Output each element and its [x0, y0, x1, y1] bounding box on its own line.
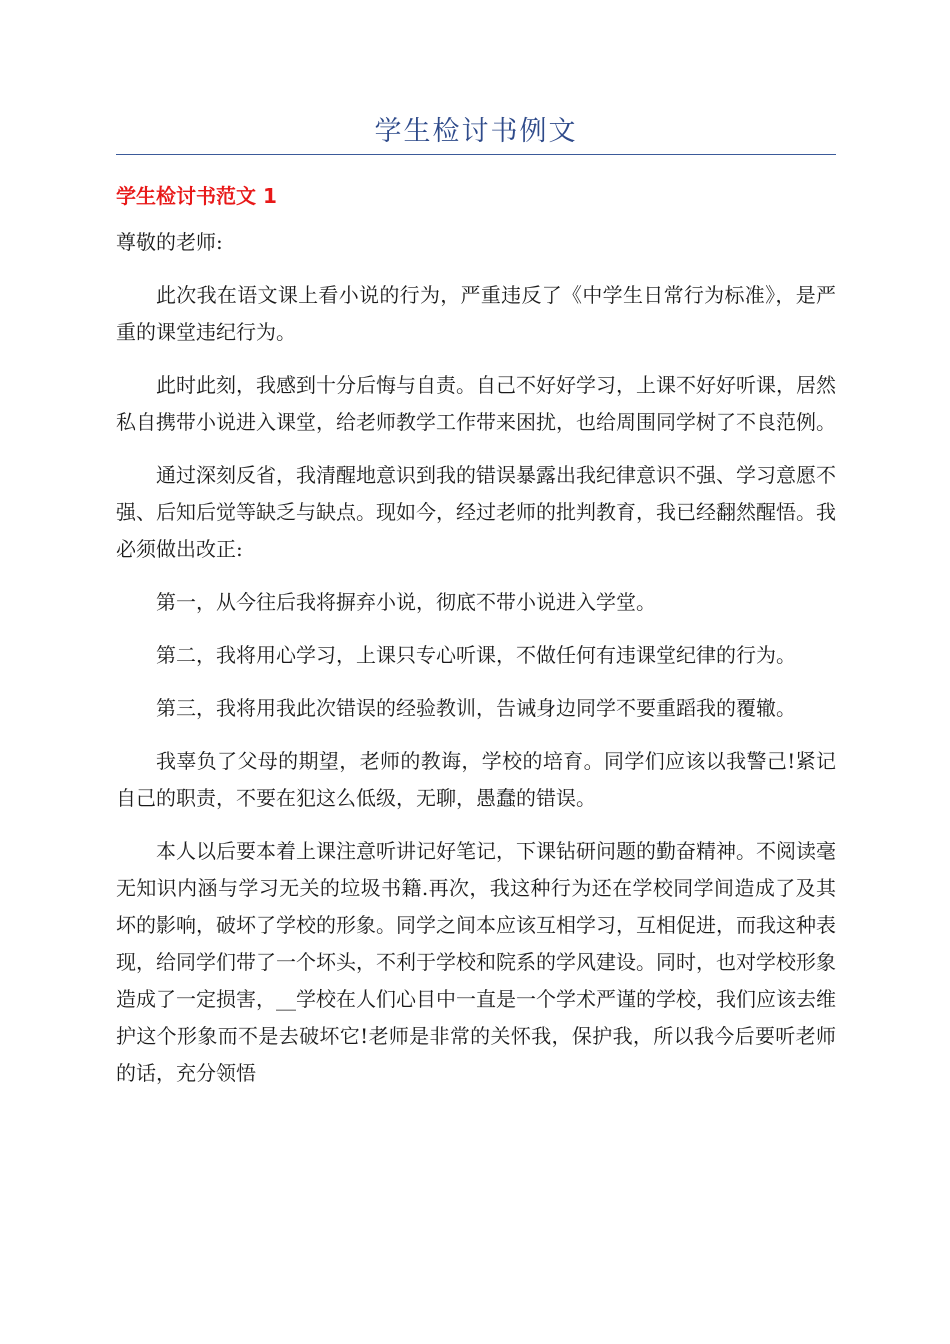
paragraph: 第一，从今往后我将摒弃小说，彻底不带小说进入学堂。 [156, 590, 656, 614]
paragraph: 本人以后要本着上课注意听讲记好笔记，下课钻研问题的勤奋精神。不阅读毫无知识内涵与学习无关的垃圾书籍.再次，我这种行为还在学校同学间造成了及其坏的影响，破坏了学校的形象。同学之间本应该互相学习，互相促进，而我这种表现，给同学们带了一个坏头，不利于学校和院系的学风建设。同时，也对学校形象造成了一定损害，__学校在人们心目中一直是一个学术严谨的学校，我们应该去维护这个形象而不是去破坏它!老师是非常的关怀我，保护我，所以我今后要听老师的话，充分领悟 [116, 839, 836, 1085]
paragraph: 第三，我将用我此次错误的经验教训，告诫身边同学不要重蹈我的覆辙。 [156, 696, 796, 720]
section-heading: 学生检讨书范文 1 [116, 184, 277, 208]
paragraph: 此次我在语文课上看小说的行为，严重违反了《中学生日常行为标准》，是严重的课堂违纪行为。 [116, 283, 836, 344]
paragraph: 我辜负了父母的期望，老师的教诲，学校的培育。同学们应该以我警己!紧记自己的职责，不要在犯这么低级，无聊，愚蠢的错误。 [116, 749, 836, 810]
document-title: 学生检讨书例文 [374, 116, 578, 147]
body-text [116, 224, 836, 1108]
salutation: 尊敬的老师: [116, 230, 223, 254]
title-divider [116, 154, 836, 155]
paragraph: 此时此刻，我感到十分后悔与自责。自己不好好学习，上课不好好听课，居然私自携带小说进入课堂，给老师教学工作带来困扰，也给周围同学树了不良范例。 [116, 373, 836, 434]
paragraph: 第二，我将用心学习，上课只专心听课，不做任何有违课堂纪律的行为。 [156, 643, 796, 667]
paragraph: 通过深刻反省，我清醒地意识到我的错误暴露出我纪律意识不强、学习意愿不强、后知后觉等缺乏与缺点。现如今，经过老师的批判教育，我已经翻然醒悟。我必须做出改正: [116, 463, 836, 561]
